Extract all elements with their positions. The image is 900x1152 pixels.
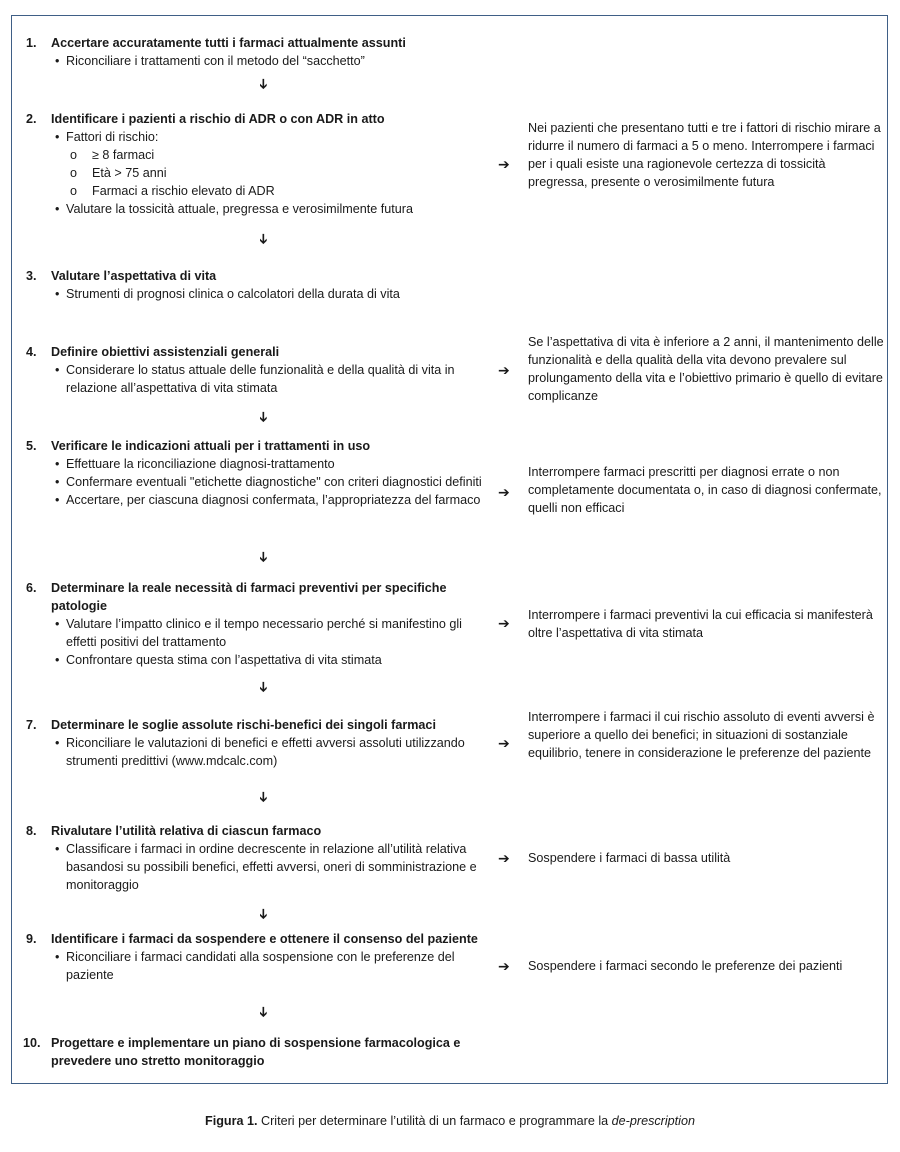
step-5 <box>12 437 492 509</box>
step-bullet: • Riconciliare le valutazioni di benefici e effetti avversi assoluti utilizzando strumenti predittivi (www.mdcalc.com) <box>51 734 492 770</box>
step-number: 3. <box>26 269 37 283</box>
step-bullet: • Riconciliare i trattamenti con il metodo del “sacchetto” <box>51 52 492 70</box>
step-number: 7. <box>26 718 37 732</box>
down-arrow-icon: ➔ <box>255 78 272 90</box>
step-10 <box>12 1034 492 1070</box>
note-step-5: Interrompere farmaci prescritti per diagnosi errate o non completamente documentata o, in caso di diagnosi confermate, quelli non efficaci <box>528 465 882 515</box>
step-number: 6. <box>26 581 37 595</box>
right-arrow-icon: ➔ <box>498 484 510 500</box>
step-2 <box>12 110 492 218</box>
step-title: Determinare le soglie assolute rischi-benefici dei singoli farmaci <box>51 718 436 732</box>
step-8 <box>12 822 492 894</box>
step-title: Determinare la reale necessità di farmaci preventivi per specifiche patologie <box>51 581 447 613</box>
down-arrow-icon: ➔ <box>255 233 272 245</box>
step-6 <box>12 579 492 669</box>
note-step-2: Nei pazienti che presentano tutti e tre i fattori di rischio mirare a ridurre il numero di farmaci a 5 o meno. Interrompere i farmaci per i quali esiste una ragionevole certezza di tossicità pregressa, presente o verosimilmente futura <box>528 121 881 189</box>
step-title: Verificare le indicazioni attuali per i trattamenti in uso <box>51 439 371 453</box>
down-arrow-icon: ➔ <box>255 551 272 563</box>
caption-label: Figura 1. <box>205 1114 258 1128</box>
figure-caption <box>0 1112 900 1130</box>
right-arrow-icon: ➔ <box>498 850 510 866</box>
step-bullet: • Considerare lo status attuale delle funzionalità e della qualità di vita in relazione all’aspettativa di vita stimata <box>51 361 492 397</box>
right-arrow-icon: ➔ <box>498 156 510 172</box>
caption-emphasis: de-prescription <box>611 1114 695 1128</box>
step-number: 4. <box>26 345 37 359</box>
risk-factor-item: o Farmaci a rischio elevato di ADR <box>51 182 492 200</box>
step-number: 1. <box>26 36 37 50</box>
step-7 <box>12 716 492 770</box>
step-bullet: • Accertare, per ciascuna diagnosi confermata, l’appropriatezza del farmaco <box>51 491 492 509</box>
step-1 <box>12 34 492 70</box>
down-arrow-icon: ➔ <box>255 791 272 803</box>
right-arrow-icon: ➔ <box>498 362 510 378</box>
risk-factor-item: o Età > 75 anni <box>51 164 492 182</box>
step-number: 8. <box>26 824 37 838</box>
right-arrow-icon: ➔ <box>498 615 510 631</box>
step-title: Accertare accuratamente tutti i farmaci attualmente assunti <box>51 36 406 50</box>
step-bullet: • Effettuare la riconciliazione diagnosi-trattamento <box>51 455 492 473</box>
step-bullet: • Strumenti di prognosi clinica o calcolatori della durata di vita <box>51 285 492 303</box>
step-title: Identificare i farmaci da sospendere e ottenere il consenso del paziente <box>51 932 478 946</box>
step-title: Definire obiettivi assistenziali generali <box>51 345 280 359</box>
right-arrow-icon: ➔ <box>498 735 510 751</box>
step-title: Valutare l’aspettativa di vita <box>51 269 217 283</box>
step-number: 2. <box>26 112 37 126</box>
step-bullet: • Confrontare questa stima con l’aspettativa di vita stimata <box>51 651 492 669</box>
step-bullet: • Valutare la tossicità attuale, pregressa e verosimilmente futura <box>51 200 492 218</box>
note-step-6: Interrompere i farmaci preventivi la cui efficacia si manifesterà oltre l’aspettativa di vita stimata <box>528 608 873 640</box>
step-number: 9. <box>26 932 37 946</box>
down-arrow-icon: ➔ <box>255 411 272 423</box>
step-bullet: • Confermare eventuali "etichette diagnostiche" con criteri diagnostici definiti <box>51 473 492 491</box>
step-number: 10. <box>23 1036 41 1050</box>
step-bullet: • Fattori di rischio: <box>51 128 492 146</box>
note-step-9: Sospendere i farmaci secondo le preferenze dei pazienti <box>528 959 843 973</box>
down-arrow-icon: ➔ <box>255 681 272 693</box>
right-arrow-icon: ➔ <box>498 958 510 974</box>
step-9 <box>12 930 492 984</box>
step-number: 5. <box>26 439 37 453</box>
step-3 <box>12 267 492 303</box>
risk-factor-item: o ≥ 8 farmaci <box>51 146 492 164</box>
down-arrow-icon: ➔ <box>255 908 272 920</box>
note-step-7: Interrompere i farmaci il cui rischio assoluto di eventi avversi è superiore a quello dei benefici; in situazioni di sostanziale equilibrio, tenere in considerazione le preferenze del paziente <box>528 710 875 760</box>
step-title: Identificare i pazienti a rischio di ADR o con ADR in atto <box>51 112 385 126</box>
note-step-4: Se l’aspettativa di vita è inferiore a 2 anni, il mantenimento delle funzionalità e della qualità della vita devono prevalere sul prolungamento della vita e l’obiettivo primario è quello di evitare complicanze <box>528 335 884 403</box>
step-title: Rivalutare l’utilità relativa di ciascun farmaco <box>51 824 322 838</box>
flowchart-frame <box>11 15 888 1084</box>
note-step-8: Sospendere i farmaci di bassa utilità <box>528 851 731 865</box>
step-title: Progettare e implementare un piano di sospensione farmacologica e prevedere uno stretto monitoraggio <box>51 1036 461 1068</box>
step-bullet: • Valutare l’impatto clinico e il tempo necessario perché si manifestino gli effetti positivi del trattamento <box>51 615 492 651</box>
down-arrow-icon: ➔ <box>255 1006 272 1018</box>
step-bullet: • Riconciliare i farmaci candidati alla sospensione con le preferenze del paziente <box>51 948 492 984</box>
step-4 <box>12 343 492 397</box>
step-bullet: • Classificare i farmaci in ordine decrescente in relazione all’utilità relativa basandosi su possibili benefici, effetti avversi, oneri di somministrazione e monitoraggio <box>51 840 492 894</box>
caption-text: Criteri per determinare l’utilità di un farmaco e programmare la <box>257 1114 612 1128</box>
